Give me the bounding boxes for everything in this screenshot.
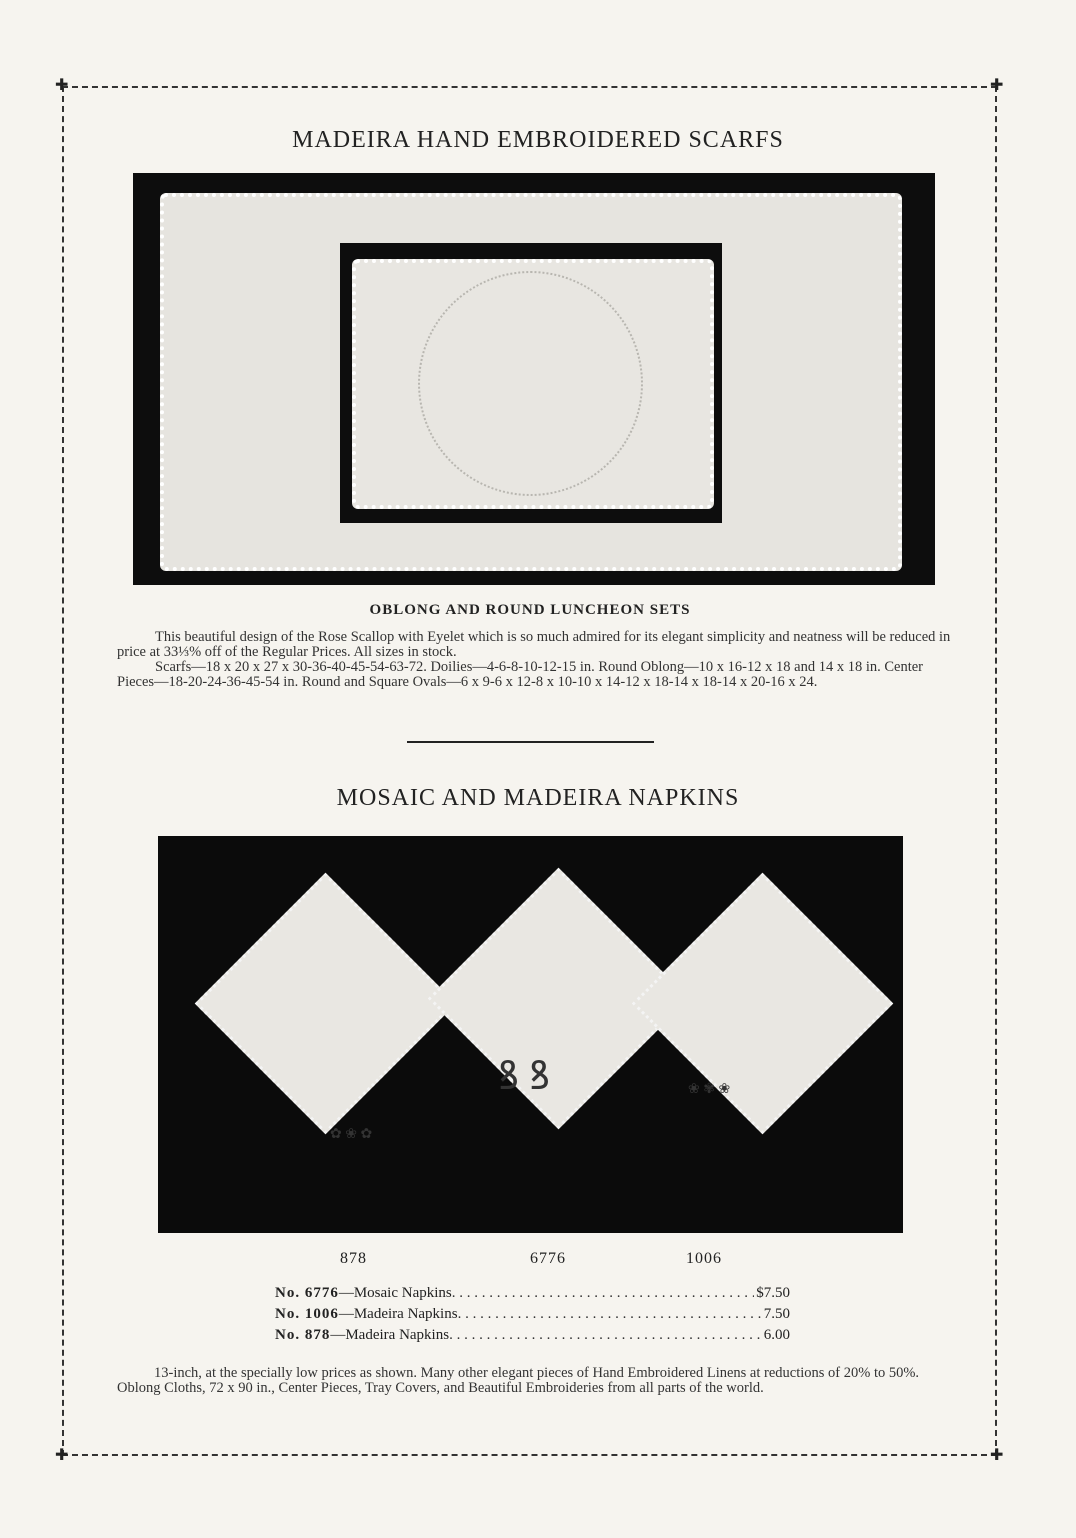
corner-ornament-icon: ✚ [55, 1447, 69, 1464]
section-divider [407, 741, 654, 743]
price-row: No. 1006 —Madeira Napkins . . . 7.50 [275, 1304, 790, 1325]
corner-ornament-icon: ✚ [990, 77, 1004, 94]
napkin-label: 878 [340, 1250, 367, 1267]
round-doily [418, 271, 643, 496]
napkin-1006 [632, 873, 894, 1135]
corner-ornament-icon: ✚ [990, 1447, 1004, 1464]
floral-embroidery-icon: ✿ ❀ ✿ [330, 1127, 373, 1142]
napkins-heading: MOSAIC AND MADEIRA NAPKINS [336, 785, 740, 811]
napkins-footer-text: 13-inch, at the specially low prices as shown. Many other elegant pieces of Hand Embroidered Linens at reductions of 20% to 50%. Oblong Cloths, 72 x 90 in., Center Pieces, Tray Covers, and Beautiful Embroideries from all parts of the world. [117, 1365, 920, 1396]
basket-embroidery-icon: ❀ ✾ ❀ [688, 1082, 731, 1097]
napkin-878 [195, 873, 457, 1135]
scarfs-description: This beautiful design of the Rose Scallop with Eyelet which is so much admired for its elegant simplicity and neatness will be reduced in price at 33⅓% off of the Regular Prices. All sizes in stock. Scarfs—18 x 20 x 27 x 30-36-40-45-54-63-72. Doilies—4-6-8-10-12-15 in. Round Oblong—10 x 16-12 x 18 and 14 x 18 in. Center Pieces—18-20-24-36-45-54 in. Round and Square Ovals—6 x 9-6 x 12-8 x 10-10 x 14-12 x 18-14 x 18-14 x 20-16 x 24. [117, 629, 951, 690]
scarfs-photo [133, 173, 935, 585]
napkin-label: 1006 [686, 1250, 722, 1267]
luncheon-sets-subheading: OBLONG AND ROUND LUNCHEON SETS [369, 602, 691, 618]
scarfs-heading: MADEIRA HAND EMBROIDERED SCARFS [292, 127, 784, 153]
napkin-label: 6776 [530, 1250, 566, 1267]
price-row: No. 6776 —Mosaic Napkins . . . $7.50 [275, 1283, 790, 1304]
corner-ornament-icon: ✚ [55, 77, 69, 94]
monogram-embroidery-icon: ꝸ ꝸ [498, 1053, 551, 1098]
price-list [275, 1283, 790, 1346]
napkins-photo [158, 836, 903, 1233]
price-row: No. 878 —Madeira Napkins . . . 6.00 [275, 1325, 790, 1346]
